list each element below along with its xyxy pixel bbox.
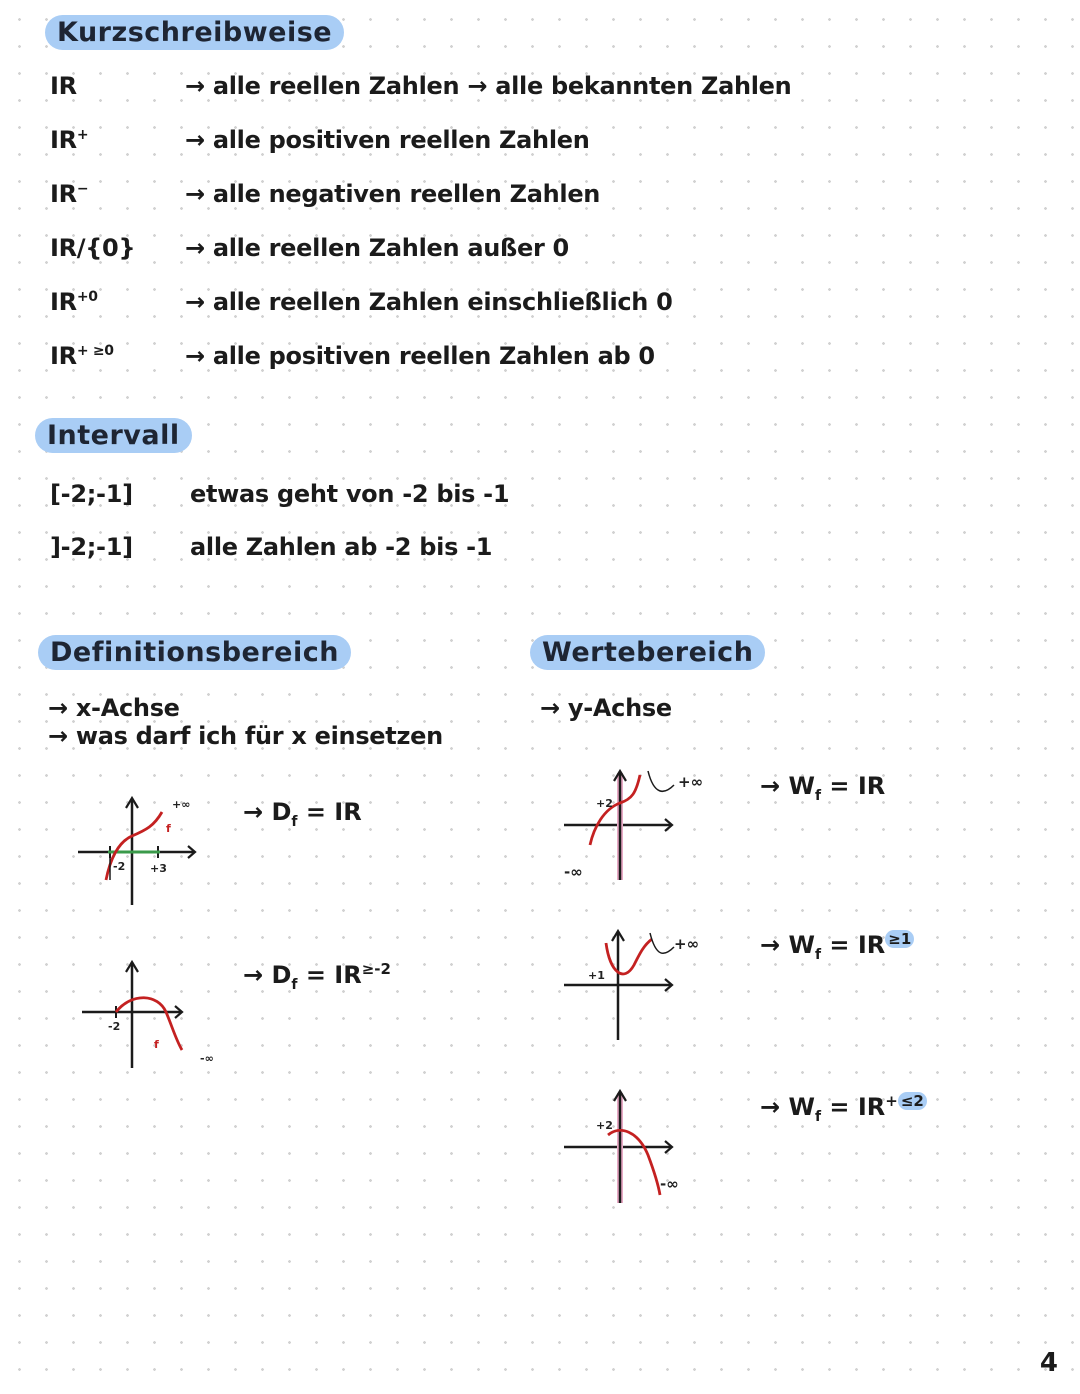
label-minus-infinity: -∞ bbox=[564, 863, 583, 881]
definition-graph-1 bbox=[70, 790, 240, 910]
wertebereich-graph-1 bbox=[560, 765, 730, 885]
wertebereich-result-2: → $W_f$ = IR $^{\ge 1}$ bbox=[760, 930, 914, 963]
page-number: 4 bbox=[1039, 1348, 1058, 1378]
section-heading-wertebereich: Wertebereich bbox=[530, 635, 765, 670]
label-plus-infinity: +∞ bbox=[674, 935, 700, 953]
label-plus-infinity: +∞ bbox=[172, 798, 191, 811]
definition-result-2: → $D_f = IR^{\ge-2}$ bbox=[243, 960, 391, 993]
tick-label-plus-3: +3 bbox=[150, 862, 167, 875]
definition-graph-2 bbox=[70, 950, 240, 1075]
notation-row: $IR^{+0}$ → alle reellen Zahlen einschließlich 0 bbox=[50, 288, 673, 316]
tick-label-minus-2: -2 bbox=[113, 860, 126, 873]
label-plus-infinity: +∞ bbox=[678, 773, 704, 791]
definition-result-1: → $D_f$ = IR bbox=[243, 798, 362, 830]
function-label-f: f bbox=[154, 1038, 159, 1051]
label-minus-infinity: -∞ bbox=[200, 1052, 214, 1065]
tick-label-plus-2: +2 bbox=[596, 1119, 613, 1132]
interval-row: ]-2;-1] alle Zahlen ab -2 bis -1 bbox=[50, 533, 493, 561]
notation-row: IR+ → alle positiven reellen Zahlen bbox=[50, 126, 590, 154]
notation-row: IR− → alle negativen reellen Zahlen bbox=[50, 180, 601, 208]
notation-row: IR → alle reellen Zahlen → alle bekannten Zahlen bbox=[50, 72, 792, 100]
label-minus-infinity: -∞ bbox=[660, 1175, 679, 1193]
section-heading-definitionsbereich: Definitionsbereich bbox=[38, 635, 351, 670]
wertebereich-result-3: → $W_f = IR^+$ $^{\le 2}$ bbox=[760, 1092, 927, 1125]
tick-label-plus-2: +2 bbox=[596, 797, 613, 810]
notation-row: IR/{0} → alle reellen Zahlen außer 0 bbox=[50, 234, 569, 262]
notation-row: $IR^{+ \ge 0}$ → alle positiven reellen Zahlen ab 0 bbox=[50, 342, 655, 370]
section-heading-intervall: Intervall bbox=[35, 418, 192, 453]
wertebereich-graph-3 bbox=[560, 1085, 730, 1210]
tick-label-minus-2: -2 bbox=[108, 1020, 121, 1033]
interval-row: [-2;-1] etwas geht von -2 bis -1 bbox=[50, 480, 510, 508]
definition-note: → was darf ich für x einsetzen bbox=[48, 722, 443, 750]
function-label-f: f bbox=[166, 822, 171, 835]
wertebereich-graph-2 bbox=[560, 925, 730, 1045]
section-heading-kurzschreibweise: Kurzschreibweise bbox=[45, 15, 344, 50]
wertebereich-result-1: → $W_f$ = IR bbox=[760, 772, 886, 804]
wertebereich-note: → y-Achse bbox=[540, 694, 672, 722]
definition-note: → x-Achse bbox=[48, 694, 180, 722]
tick-label-plus-1: +1 bbox=[588, 969, 605, 982]
